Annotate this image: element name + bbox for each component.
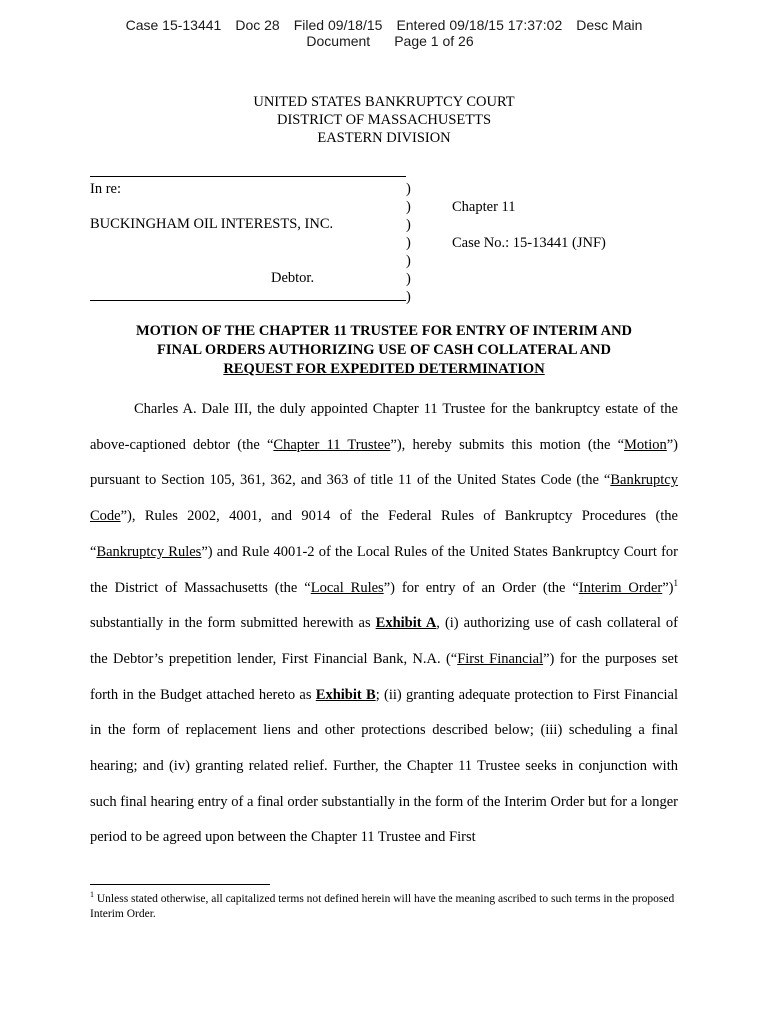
court-heading bbox=[0, 93, 768, 147]
motion-title-line1: MOTION OF THE CHAPTER 11 TRUSTEE FOR ENTRY OF INTERIM AND bbox=[135, 323, 633, 339]
desc-label: Desc Main bbox=[576, 17, 643, 33]
in-re-label: In re: bbox=[90, 181, 121, 197]
motion-body-paragraph bbox=[90, 392, 678, 856]
motion-title-line3 bbox=[0, 360, 768, 379]
body-text: ”) and Rule 4001-2 of the Local Rules of the United States Bankruptcy Court for the District of Massachusetts (the “ bbox=[90, 543, 678, 596]
motion-title bbox=[0, 322, 768, 379]
doc-number: Doc 28 bbox=[235, 17, 280, 33]
caption-bottom-rule bbox=[90, 300, 406, 301]
body-text: , (i) authorizing use of cash collateral of the Debtor’s prepetition lender, First Financial Bank, N.A. (“ bbox=[90, 615, 678, 667]
body-text: substantially in the form submitted herewith as bbox=[90, 615, 376, 632]
caption-top-rule bbox=[90, 176, 406, 177]
body-text: ; (ii) granting adequate protection to First Financial in the form of replacement liens and other protections described below; (iii) scheduling a final hearing; and (iv) granting related relief. Further, the Chapter 11 Trustee seeks in conjunction with such final hearing entry of a final order substantially in the form of the Interim Order but for a longer period to be agreed upon between the Chapter 11 Trustee and First bbox=[90, 686, 679, 846]
motion-title-line2: FINAL ORDERS AUTHORIZING USE OF CASH COLLATERAL AND bbox=[156, 342, 612, 358]
filed-date: Filed 09/18/15 bbox=[293, 17, 383, 33]
defined-term-bankruptcy-rules: Bankruptcy Rules bbox=[96, 543, 202, 560]
entered-date: Entered 09/18/15 17:37:02 bbox=[396, 17, 563, 33]
caption-paren: ) bbox=[406, 217, 411, 233]
footnote bbox=[90, 892, 690, 922]
court-district: DISTRICT OF MASSACHUSETTS bbox=[276, 112, 492, 128]
caption-paren: ) bbox=[406, 289, 411, 305]
defined-term-bankruptcy-code: Bankruptcy Code bbox=[90, 472, 678, 525]
debtor-label: Debtor. bbox=[271, 270, 315, 286]
filing-header-line1 bbox=[0, 17, 768, 33]
caption-paren: ) bbox=[406, 271, 411, 287]
filing-header-line2 bbox=[0, 33, 768, 49]
defined-term-motion: Motion bbox=[624, 436, 667, 453]
footnote-text: Unless stated otherwise, all capitalized terms not defined herein will have the meaning ascribed to such terms in the proposed Interim Order. bbox=[90, 893, 675, 920]
body-text: ”) pursuant to Section 105, 361, 362, and 363 of title 11 of the United States Code (the “ bbox=[90, 436, 678, 489]
page-count: Page 1 of 26 bbox=[394, 33, 474, 49]
footnote-rule bbox=[90, 884, 270, 885]
filing-header bbox=[0, 17, 768, 49]
exhibit-a-reference: Exhibit A bbox=[375, 615, 437, 632]
debtor-name: BUCKINGHAM OIL INTERESTS, INC. bbox=[90, 216, 334, 232]
case-number: Case 15-13441 bbox=[125, 17, 222, 33]
exhibit-b-reference: Exhibit B bbox=[315, 686, 376, 703]
defined-term-chapter-11-trustee: Chapter 11 Trustee bbox=[273, 436, 391, 453]
defined-term-interim-order: Interim Order bbox=[578, 579, 663, 596]
caption-paren: ) bbox=[406, 181, 411, 197]
court-division: EASTERN DIVISION bbox=[317, 130, 451, 146]
defined-term-first-financial: First Financial bbox=[457, 650, 544, 667]
body-text: ”) for the purposes set forth in the Budget attached hereto as bbox=[90, 650, 678, 703]
footnote-number: 1 bbox=[90, 890, 94, 900]
caption-paren: ) bbox=[406, 253, 411, 269]
caption-paren: ) bbox=[406, 235, 411, 251]
court-name: UNITED STATES BANKRUPTCY COURT bbox=[253, 94, 515, 110]
footnote-reference: 1 bbox=[673, 577, 678, 588]
body-text: ”), hereby submits this motion (the “ bbox=[390, 436, 625, 453]
defined-term-local-rules: Local Rules bbox=[310, 579, 384, 596]
body-text: ”) for entry of an Order (the “ bbox=[383, 579, 579, 596]
caption-paren: ) bbox=[406, 199, 411, 215]
body-text: Charles A. Dale III, the duly appointed Chapter 11 Trustee for the bankruptcy estate of the above-captioned debtor (the “ bbox=[90, 401, 678, 453]
case-number-label: Case No.: 15-13441 (JNF) bbox=[452, 235, 606, 251]
motion-title-line3-text: REQUEST FOR EXPEDITED DETERMINATION bbox=[223, 361, 545, 377]
chapter-label: Chapter 11 bbox=[452, 199, 516, 215]
body-text: ”) bbox=[662, 579, 674, 596]
document-label: Document bbox=[306, 33, 371, 49]
body-text: ”), Rules 2002, 4001, and 9014 of the Federal Rules of Bankruptcy Procedures (the “ bbox=[90, 508, 678, 560]
